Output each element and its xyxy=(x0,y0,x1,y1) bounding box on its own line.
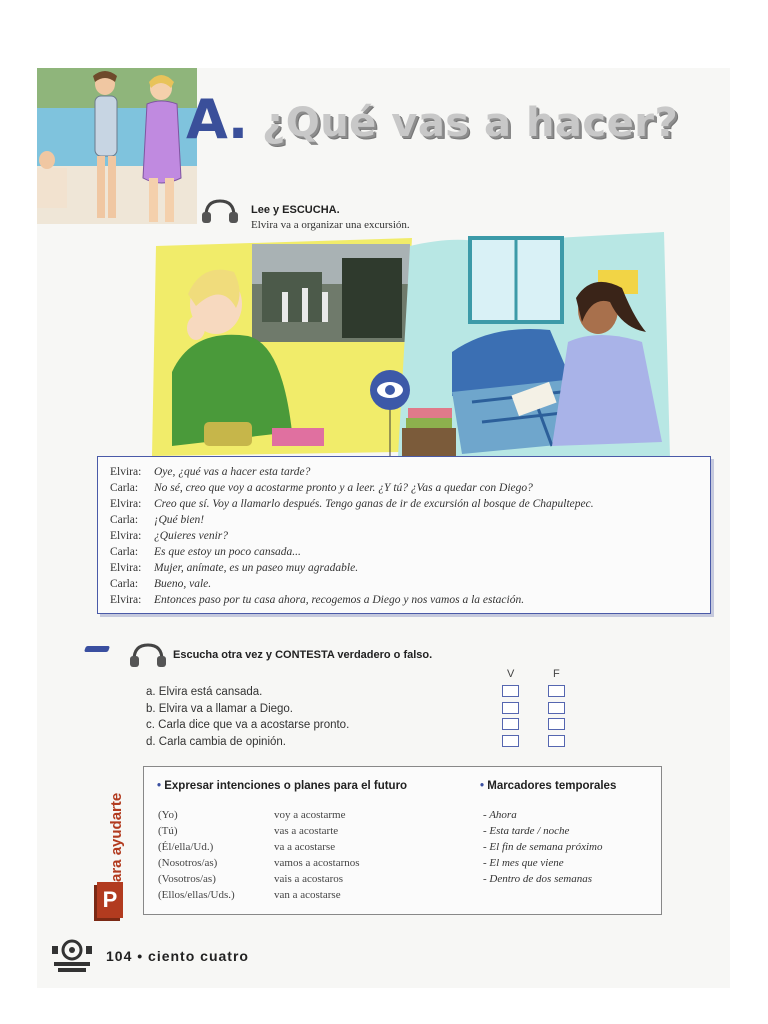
verb-form: voy a acostarme xyxy=(274,809,346,821)
time-marker: - Dentro de dos semanas xyxy=(483,873,592,885)
true-column-label: V xyxy=(507,668,515,680)
dialogue-line: Elvira: Mujer, anímate, es un paseo muy agradable. xyxy=(110,562,359,574)
exercise-item: a. Elvira está cansada. xyxy=(146,686,263,698)
grammar-heading-markers: • Marcadores temporales xyxy=(480,780,617,792)
instruction-title: Lee y ESCUCHA. xyxy=(251,204,340,216)
dialogue-line: Elvira: Entonces paso por tu casa ahora, recogemos a Diego y nos vamos a la estación. xyxy=(110,594,525,606)
headphones-icon xyxy=(200,198,240,224)
verb-form: vamos a acostarnos xyxy=(274,857,360,869)
dialogue-line: Elvira: Oye, ¿qué vas a hacer esta tarde? xyxy=(110,466,311,478)
dialogue-line: Carla: Es que estoy un poco cansada... xyxy=(110,546,301,558)
true-checkbox[interactable] xyxy=(502,702,519,714)
aztec-glyph-icon xyxy=(50,936,94,976)
false-checkbox[interactable] xyxy=(548,685,565,697)
verb-form: va a acostarse xyxy=(274,841,336,853)
verb-form: vas a acostarte xyxy=(274,825,339,837)
dialogue-line: Elvira: ¿Quieres venir? xyxy=(110,530,228,542)
exercise-title: Escucha otra vez y CONTESTA verdadero o falso. xyxy=(173,649,433,661)
page-title: ¿Qué vas a hacer? xyxy=(262,100,679,146)
para-ayudarte-letter: P xyxy=(97,882,123,918)
true-checkbox[interactable] xyxy=(502,685,519,697)
false-column-label: F xyxy=(553,668,560,680)
pronoun: (Él/ella/Ud.) xyxy=(158,841,214,853)
exercise-item: d. Carla cambia de opinión. xyxy=(146,736,286,748)
time-marker: - Esta tarde / noche xyxy=(483,825,570,837)
true-checkbox[interactable] xyxy=(502,718,519,730)
pronoun: (Yo) xyxy=(158,809,178,821)
headphones-icon xyxy=(128,642,168,668)
exercise-item: b. Elvira va a llamar a Diego. xyxy=(146,703,294,715)
phone-call-illustration xyxy=(152,232,670,458)
time-marker: - Ahora xyxy=(483,809,517,821)
verb-form: van a acostarse xyxy=(274,889,341,901)
pronoun: (Vosotros/as) xyxy=(158,873,216,885)
instruction-subtitle: Elvira va a organizar una excursión. xyxy=(251,219,410,231)
pool-illustration xyxy=(37,68,197,224)
para-ayudarte-label: ara ayudarte xyxy=(108,792,125,882)
dialogue-line: Elvira: Creo que sí. Voy a llamarlo después. Tengo ganas de ir de excursión al bosque de Chapultepec. xyxy=(110,498,594,510)
dialogue-line: Carla: No sé, creo que voy a acostarme pronto y a leer. ¿Y tú? ¿Vas a quedar con Diego? xyxy=(110,482,533,494)
exercise-number-marker xyxy=(84,646,110,652)
false-checkbox[interactable] xyxy=(548,735,565,747)
time-marker: - El fin de semana próximo xyxy=(483,841,603,853)
pronoun: (Ellos/ellas/Uds.) xyxy=(158,889,235,901)
section-letter: A. xyxy=(186,88,248,151)
page-number: 104 • ciento cuatro xyxy=(106,948,249,964)
exercise-item: c. Carla dice que va a acostarse pronto. xyxy=(146,719,350,731)
dialogue-box xyxy=(97,456,711,614)
time-marker: - El mes que viene xyxy=(483,857,564,869)
true-checkbox[interactable] xyxy=(502,735,519,747)
verb-form: vais a acostaros xyxy=(274,873,344,885)
pronoun: (Nosotros/as) xyxy=(158,857,218,869)
false-checkbox[interactable] xyxy=(548,702,565,714)
dialogue-line: Carla: Bueno, vale. xyxy=(110,578,212,590)
false-checkbox[interactable] xyxy=(548,718,565,730)
dialogue-line: Carla: ¡Qué bien! xyxy=(110,514,205,526)
pronoun: (Tú) xyxy=(158,825,178,837)
grammar-heading-intentions: • Expresar intenciones o planes para el futuro xyxy=(157,780,408,792)
